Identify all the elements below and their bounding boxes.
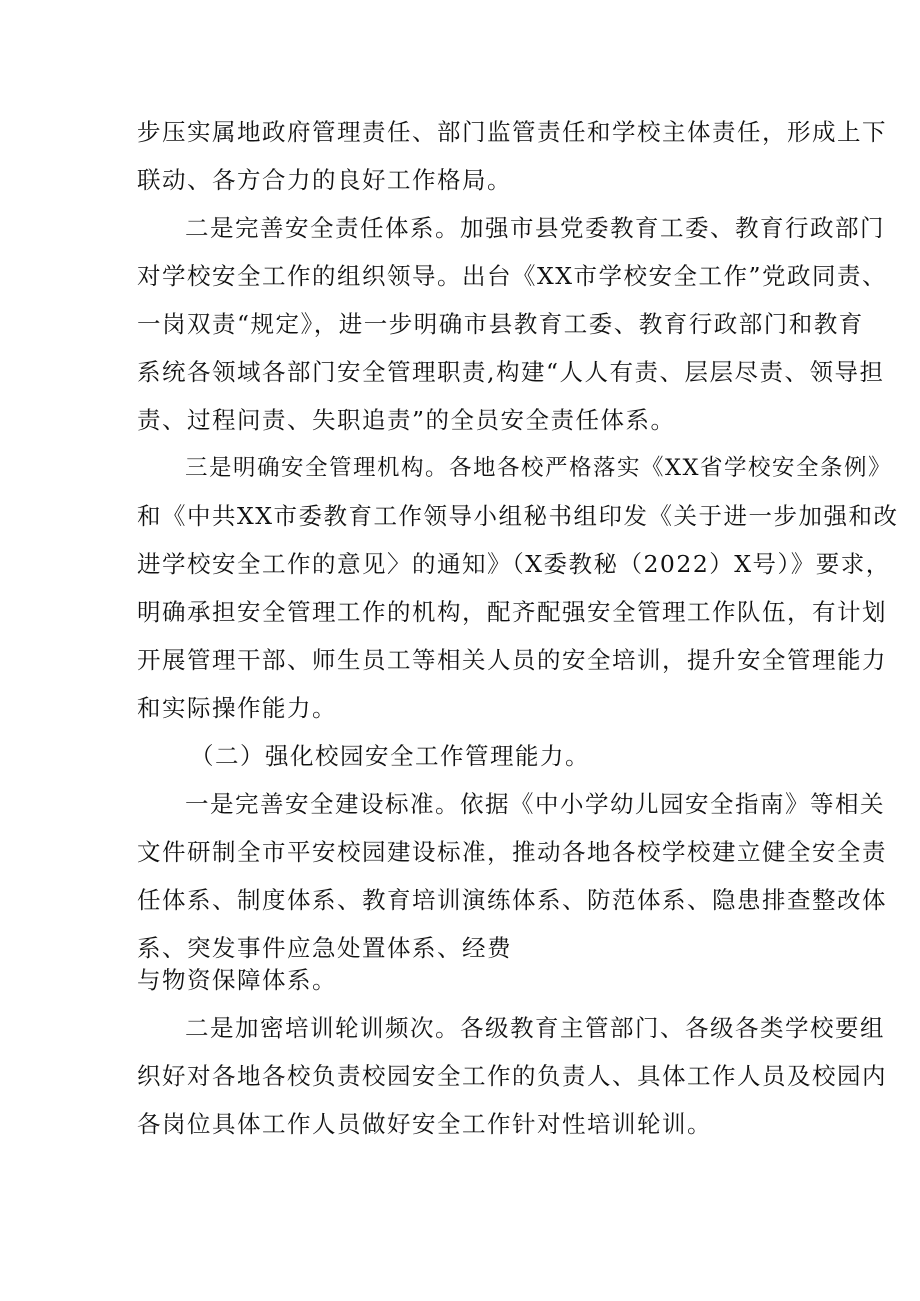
- text-line: 一是完善安全建设标准。依据《中小学幼儿园安全指南》等相关: [185, 790, 885, 818]
- text-line: 系、突发事件应急处置体系、经费: [137, 934, 512, 962]
- text-line: 明确承担安全管理工作的机构，配齐配强安全管理工作队伍，有计划: [137, 598, 887, 626]
- text-line: 文件研制全市平安校园建设标准，推动各地各校学校建立健全安全责: [137, 838, 887, 866]
- text-line: 步压实属地政府管理责任、部门监管责任和学校主体责任，形成上下: [137, 118, 887, 146]
- text-line: 三是明确安全管理机构。各地各校严格落实《XX省学校安全条例》: [185, 455, 893, 481]
- text-line: 和《中共XX市委教育工作领导小组秘书组印发《关于进一步加强和改: [137, 502, 899, 530]
- text-line: 对学校安全工作的组织领导。出台《XX市学校安全工作”党政同责、: [137, 262, 887, 290]
- text-line: 系统各领域各部门安全管理职责,构建“人人有责、层层尽责、领导担: [137, 358, 885, 386]
- text-line: 一岗双责“规定》，进一步明确市县教育工委、教育行政部门和教育: [137, 310, 864, 338]
- text-line: 责、过程问责、失职追责”的全员安全责任体系。: [137, 406, 676, 434]
- text-line: 各岗位具体工作人员做好安全工作针对性培训轮训。: [137, 1110, 712, 1138]
- text-line: 与物资保障体系。: [137, 966, 337, 994]
- text-line: 织好对各地各校负责校园安全工作的负责人、具体工作人员及校园内: [137, 1062, 887, 1090]
- text-line: 联动、各方合力的良好工作格局。: [137, 166, 512, 194]
- text-line: 进学校安全工作的意见〉的通知》（X委教秘（2022）X号）》要求，: [137, 550, 891, 578]
- text-line: 开展管理干部、师生员工等相关人员的安全培训，提升安全管理能力: [137, 646, 887, 674]
- text-line: 任体系、制度体系、教育培训演练体系、防范体系、隐患排查整改体: [137, 886, 887, 914]
- text-line: 二是完善安全责任体系。加强市县党委教育工委、教育行政部门: [185, 214, 885, 242]
- section-heading: （二）强化校园安全工作管理能力。: [190, 742, 590, 770]
- text-line: 二是加密培训轮训频次。各级教育主管部门、各级各类学校要组: [185, 1014, 885, 1042]
- text-line: 和实际操作能力。: [137, 694, 337, 722]
